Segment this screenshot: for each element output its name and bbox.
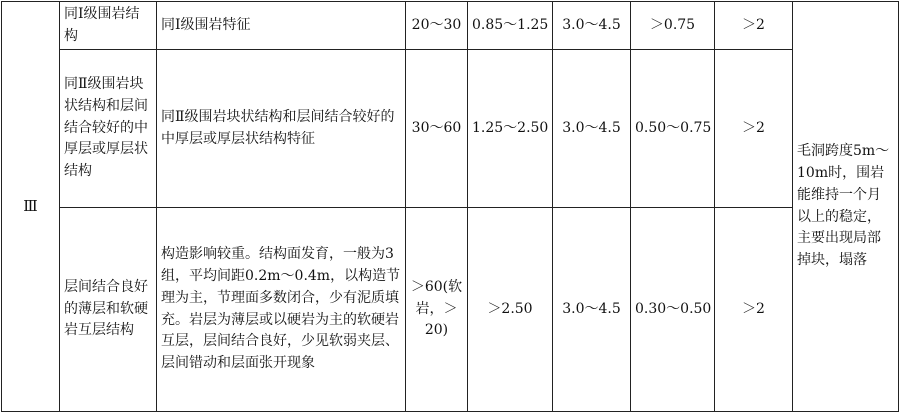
value-cell: ＞2.50 [468,208,553,412]
value-cell: ＞2 [715,2,793,50]
value-cell: 1.25～2.50 [468,50,553,208]
value-cell: ＞60(软岩，＞20) [406,208,468,412]
value-cell: 30～60 [406,50,468,208]
grade-cell: Ⅲ [2,2,60,412]
structure-cell: 层间结合良好的薄层和软硬岩互层结构 [60,208,157,412]
value-cell: ＞0.75 [631,2,715,50]
value-cell: 3.0～4.5 [553,50,631,208]
value-cell: ＞2 [715,208,793,412]
remark-cell [793,2,899,412]
features-cell: 同Ⅱ级围岩块状结构和层间结合较好的中厚层或厚层状结构特征 [157,50,406,208]
structure-cell: 同Ⅱ级围岩块状结构和层间结合较好的中厚层或厚层状结构 [60,50,157,208]
features-cell: 构造影响较重。结构面发育，一般为3组，平均间距0.2m～0.4m，以构造节理为主，节理面多数闭合，少有泥质填充。岩层为薄层或以硬岩为主的软硬岩互层，层间结合良好，少见软弱夹层、层间错动和层面张开现象 [157,208,406,412]
rock-classification-table [1,1,899,412]
value-cell: ＞2 [715,50,793,208]
value-cell: 0.50～0.75 [631,50,715,208]
value-cell: 3.0～4.5 [553,2,631,50]
table-row [2,50,899,208]
structure-cell: 同Ⅰ级围岩结构 [60,2,157,50]
remark-text: 毛洞跨度5m～10m时，围岩能维持一个月以上的稳定，主要出现局部掉块，塌落 [797,143,890,268]
value-cell: 3.0～4.5 [553,208,631,412]
value-cell: 0.30～0.50 [631,208,715,412]
table-row [2,2,899,50]
value-cell: 0.85～1.25 [468,2,553,50]
features-cell: 同Ⅰ级围岩特征 [157,2,406,50]
table-row [2,208,899,412]
value-cell: 20～30 [406,2,468,50]
